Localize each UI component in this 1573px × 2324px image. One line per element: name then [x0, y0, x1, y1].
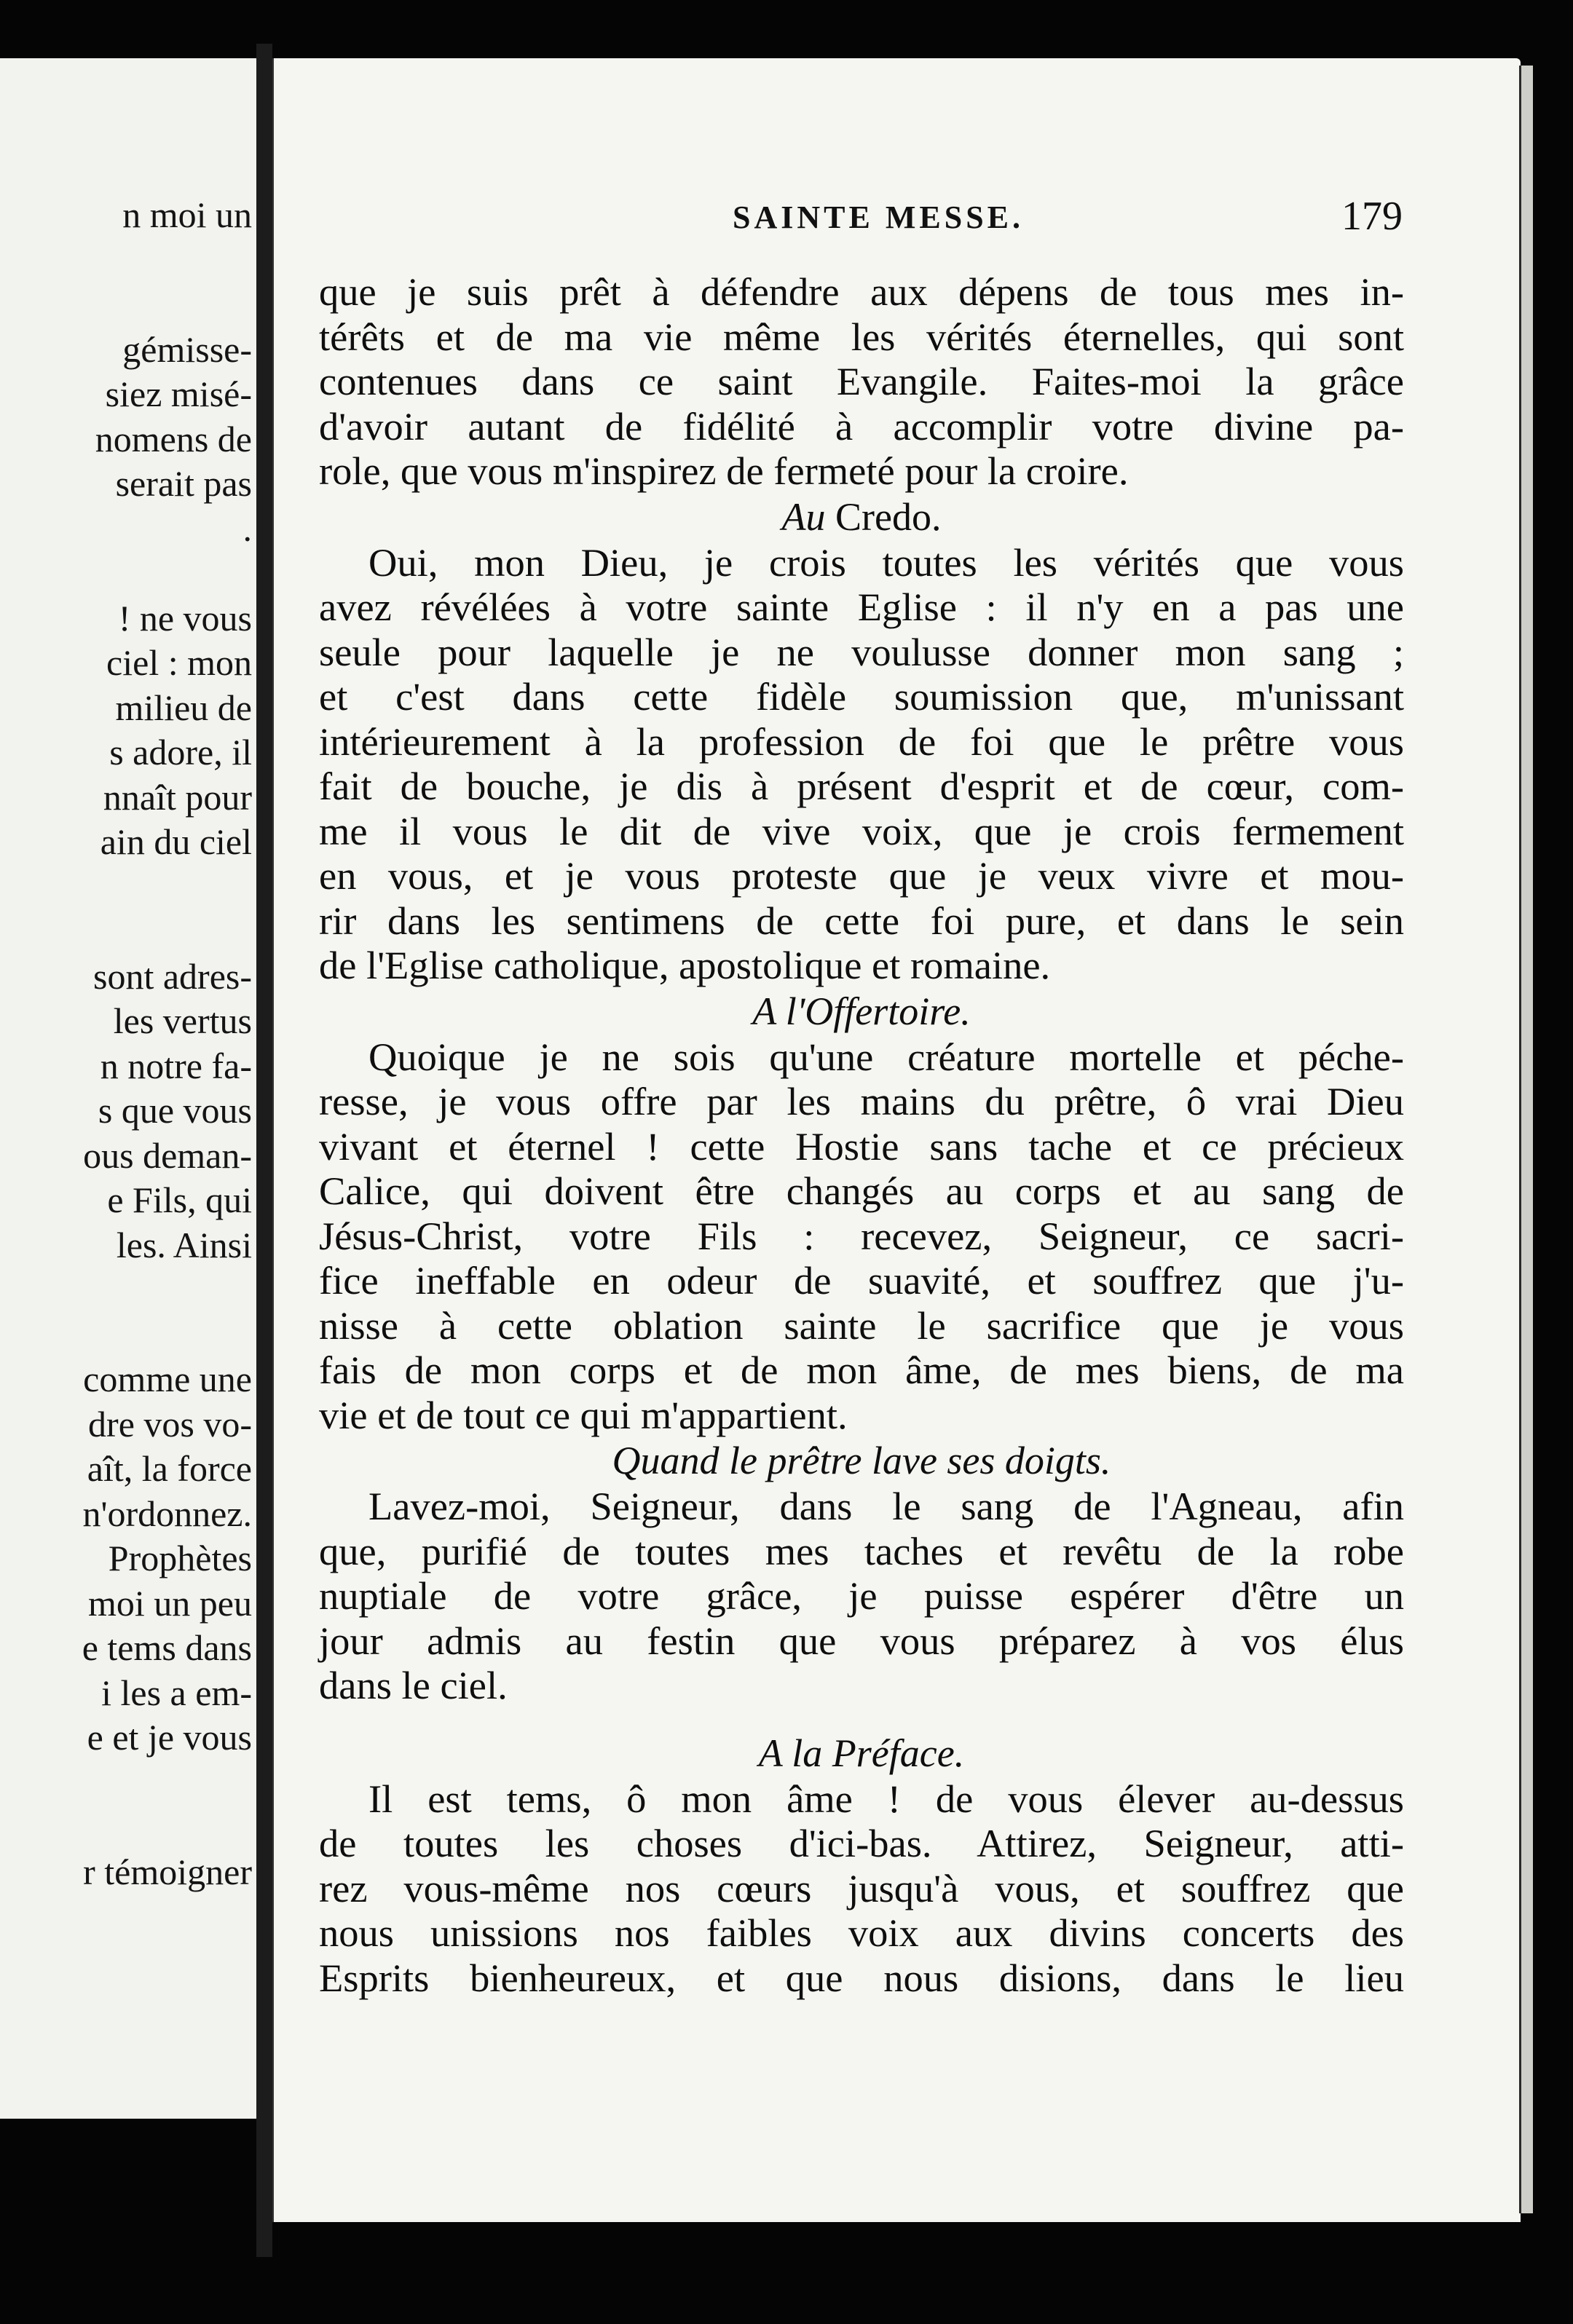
- left-page-fragment: serait pas: [115, 463, 252, 504]
- text-line: seule pour laquelle je ne voulusse donner mon sang ;: [319, 629, 1404, 674]
- left-page-fragment: e Fils, qui: [107, 1179, 252, 1220]
- text-line: de toutes les choses d'ici-bas. Attirez, Seigneur, atti-: [319, 1821, 1404, 1865]
- text-line: Quoique je ne sois qu'une créature mortelle et péche-: [368, 1034, 1404, 1079]
- left-page-fragment: n notre fa-: [100, 1045, 252, 1086]
- text-line: vivant et éternel ! cette Hostie sans tache et ce précieux: [319, 1123, 1404, 1169]
- text-line: role, que vous m'inspirez de fermeté pour la croire.: [319, 448, 1129, 493]
- text-line: que, purifié de toutes mes taches et revêtu de la robe: [319, 1528, 1404, 1573]
- left-page-fragment: les vertus: [113, 1000, 252, 1041]
- body-text: [319, 269, 1404, 2000]
- text-line: de l'Eglise catholique, apostolique et romaine.: [319, 943, 1051, 987]
- text-line: nous unissions nos faibles voix aux divins concerts des: [319, 1910, 1404, 1955]
- left-page-fragment: milieu de: [115, 687, 252, 728]
- text-line: resse, je vous offre par les mains du prêtre, ô vrai Dieu: [319, 1079, 1404, 1123]
- section-continuation: [319, 269, 1404, 494]
- left-page-fragment: ! ne vous: [118, 597, 252, 639]
- left-page-fragment: ciel : mon: [106, 642, 252, 683]
- left-page-fragment: les. Ainsi: [116, 1224, 252, 1265]
- section-gap: [319, 1708, 1404, 1730]
- page-edge: [1519, 66, 1533, 2213]
- section-offertoire: [319, 988, 1404, 1438]
- left-page-fragment: i les a em-: [101, 1672, 252, 1713]
- text-line: d'avoir autant de fidélité à accomplir votre divine pa-: [319, 403, 1404, 448]
- left-page-fragment: nomens de: [95, 418, 252, 459]
- left-page-fragment: r témoigner: [83, 1851, 252, 1892]
- left-page-fragment: siez misé-: [105, 374, 252, 414]
- left-page-fragment: n moi un: [122, 194, 252, 235]
- book-page: [272, 58, 1521, 2222]
- left-page-fragment: ain du ciel: [100, 821, 252, 862]
- section-preface: [319, 1730, 1404, 2001]
- text-line: jour admis au festin que vous préparez à vos élus: [319, 1618, 1404, 1663]
- text-line: avez révélées à votre sainte Eglise : il n'y en a pas une: [319, 585, 1404, 629]
- text-line: rez vous-même nos cœurs jusqu'à vous, et souffrez que: [319, 1865, 1404, 1910]
- section-heading-lavabo: Quand le prêtre lave ses doigts.: [612, 1439, 1111, 1482]
- text-line: en vous, et je vous proteste que je veux vivre et mou-: [319, 853, 1404, 898]
- page-number: 179: [1341, 194, 1403, 239]
- text-line: Jésus-Christ, votre Fils : recevez, Seigneur, ce sacri-: [319, 1213, 1404, 1258]
- left-page-fragment: sont adres-: [93, 955, 252, 997]
- text-line: térêts et de ma vie même les vérités éternelles, qui sont: [319, 314, 1404, 359]
- text-line: nisse à cette oblation sainte le sacrifice que je vous: [319, 1303, 1404, 1348]
- left-page-fragment: nnaît pour: [103, 776, 252, 818]
- text-line: Calice, qui doivent être changés au corps et au sang de: [319, 1169, 1404, 1213]
- section-heading-offertoire: A l'Offertoire.: [752, 989, 971, 1033]
- left-page-fragment: e et je vous: [87, 1717, 252, 1758]
- left-facing-page: [0, 58, 259, 2119]
- left-page-fragment: dre vos vo-: [88, 1403, 252, 1444]
- left-page-fragment: e tems dans: [82, 1627, 252, 1668]
- left-page-fragment: aît, la force: [87, 1448, 252, 1489]
- book-spine: [256, 44, 272, 2257]
- left-page-fragment: s que vous: [98, 1090, 252, 1131]
- text-line: me il vous le dit de vive voix, que je crois fermement: [319, 808, 1404, 853]
- heading-roman: Credo.: [825, 494, 942, 539]
- left-page-fragment: .: [243, 507, 252, 549]
- section-heading-credo: [319, 494, 1404, 540]
- left-page-fragment: n'ordonnez.: [82, 1493, 252, 1534]
- text-line: nuptiale de votre grâce, je puisse espérer d'être un: [319, 1573, 1404, 1618]
- text-line: Esprits bienheureux, et que nous disions, dans le lieu: [319, 1955, 1404, 2000]
- left-page-fragment: moi un peu: [88, 1582, 252, 1624]
- left-page-fragment: ous deman-: [83, 1134, 252, 1176]
- page-header: [274, 194, 1521, 250]
- text-line: Oui, mon Dieu, je crois toutes les vérités que vous: [368, 540, 1404, 585]
- left-page-fragment: gémisse-: [122, 328, 252, 370]
- text-line: rir dans les sentimens de cette foi pure, et dans le sein: [319, 898, 1404, 943]
- text-line: et c'est dans cette fidèle soumission que, m'unissant: [319, 674, 1404, 719]
- text-line: que je suis prêt à défendre aux dépens de tous mes in-: [319, 269, 1404, 314]
- text-line: Il est tems, ô mon âme ! de vous élever au-dessus: [368, 1776, 1404, 1821]
- left-page-fragment: Prophètes: [108, 1538, 252, 1578]
- text-line: intérieurement à la profession de foi que le prêtre vous: [319, 719, 1404, 764]
- heading-italic: Au: [781, 494, 826, 539]
- text-line: Lavez-moi, Seigneur, dans le sang de l'Agneau, afin: [368, 1484, 1404, 1528]
- text-line: fait de bouche, je dis à présent d'esprit et de cœur, com-: [319, 764, 1404, 808]
- text-line: dans le ciel.: [319, 1663, 508, 1707]
- left-page-fragment: comme une: [83, 1359, 252, 1399]
- section-lavabo: [319, 1437, 1404, 1708]
- text-line: fice ineffable en odeur de suavité, et souffrez que j'u-: [319, 1258, 1404, 1303]
- section-credo: [319, 494, 1404, 988]
- text-line: vie et de tout ce qui m'appartient.: [319, 1392, 848, 1437]
- running-title: SAINTE MESSE.: [733, 199, 1025, 235]
- section-heading-preface: A la Préface.: [758, 1731, 965, 1775]
- text-line: fais de mon corps et de mon âme, de mes biens, de ma: [319, 1348, 1404, 1392]
- text-line: contenues dans ce saint Evangile. Faites-moi la grâce: [319, 359, 1404, 403]
- left-page-fragment: s adore, il: [109, 732, 252, 772]
